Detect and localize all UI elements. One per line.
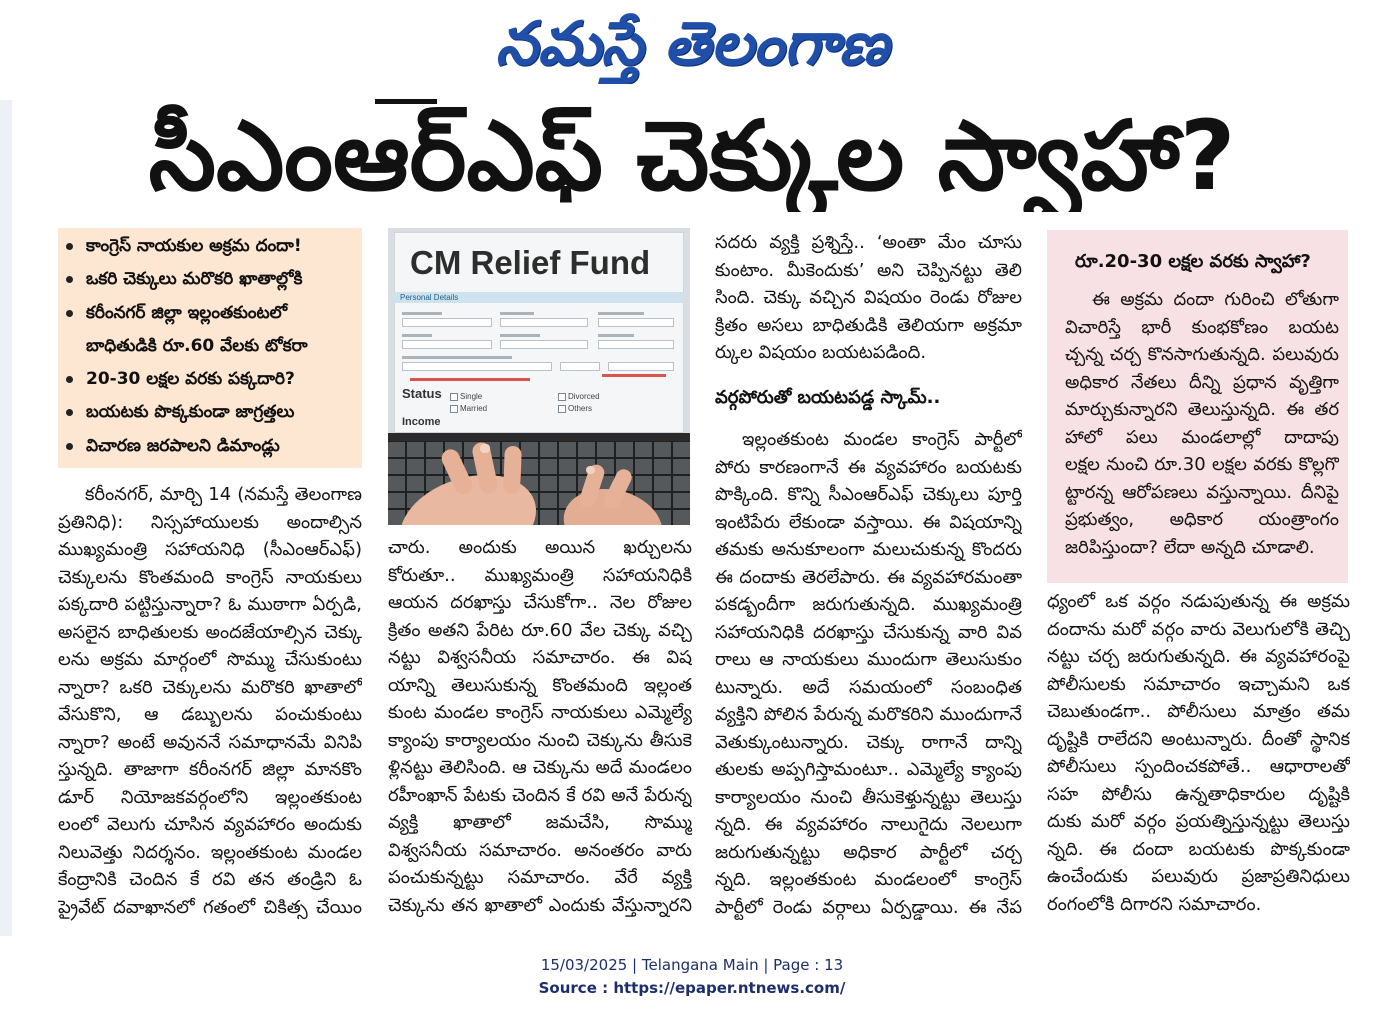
- text-line: ళ్లినట్టు తెలిసింది. ఆ చెక్కును అదే మండలం: [388, 757, 692, 778]
- text-line: పంచుకున్నట్టు సమాచారం. వేరే వ్యక్తి: [388, 867, 692, 888]
- text-line: ప్రైవేట్ దవాఖానలో గతంలో చికిత్స చేయిం: [58, 896, 362, 918]
- text-line: ఆయన దరఖాస్తు చేసుకోగా.. నెల రోజుల: [388, 592, 692, 613]
- article-column-1: [58, 481, 362, 921]
- laptop-bezel: [388, 433, 690, 441]
- article-headline: సీఎంఆర్‌ఎఫ్ చెక్కుల స్వాహా?: [148, 100, 1236, 212]
- bullet-icon: [66, 443, 73, 450]
- highlight-text: విచారణ జరపాలని డిమాండ్లు: [86, 435, 280, 456]
- text-line: మార్చుకున్నారని తెలుస్తున్నది. ఈ తర: [1065, 399, 1339, 420]
- highlight-text: కాంగ్రెస్ నాయకుల అక్రమ దందా!: [86, 236, 302, 256]
- article-column-3-bottom: [715, 426, 1022, 921]
- text-line: ప్రభుత్వం, అధికార యంత్రాంగం: [1065, 509, 1339, 530]
- text-line: పకడ్బందీగా జరుగుతున్నది. ముఖ్యమంత్రి: [715, 594, 1022, 615]
- text-line: కుంటాం. మీకెందుకు’ అని చెప్పినట్టు తెలి: [715, 259, 1022, 281]
- text-line: పోరు కారణంగానే ఈ వ్యవహారం బయటకు: [715, 456, 1022, 478]
- text-line: సహాయనిధికి దరఖాస్తు చేసుకున్న వారి వివ: [715, 621, 1022, 643]
- fingernail: [586, 466, 595, 474]
- text-line: పోలీసులు స్పందించకపోతే.. ఆధారాలతో: [1047, 756, 1350, 777]
- text-line: వెతుక్కుంటున్నారు. చెక్కు రాగానే దాన్ని: [715, 731, 1022, 753]
- text-line: తులకు అప్పగిస్తామంటూ.. ఎమ్మెల్యే క్యాంపు: [715, 759, 1022, 780]
- text-line: లంలో వెలుగు చూసిన వ్యవహారం అందుకు: [58, 814, 362, 835]
- text-line: ర్కుల విషయం బయటపడింది.: [715, 342, 927, 363]
- text-line: ధ్యంలో ఒక వర్గం నడుపుతున్న ఈ అక్రమ: [1047, 591, 1350, 612]
- text-line: దృష్టికి రాలేదని అంటున్నారు. దీంతో స్థానిక: [1047, 728, 1350, 750]
- form-field: [598, 318, 674, 327]
- checkbox-icon: [450, 393, 458, 401]
- bullet-icon: [66, 376, 73, 383]
- form-warning-note: [602, 374, 666, 377]
- text-line: క్రితం అతని పేరిట రూ.60 వేల చెక్కు వచ్చి: [388, 619, 692, 641]
- bullet-icon: [66, 276, 73, 283]
- sidebar-box: [1047, 230, 1348, 583]
- form-field: [500, 318, 588, 327]
- text-line: న్నది. ఈ దందా బయటకు పొక్కకుండా: [1047, 838, 1350, 860]
- checkbox-icon: [558, 405, 566, 413]
- highlight-item: [58, 396, 362, 429]
- text-line: క్రితం అసలు బాధితుడికి తెలియగా అక్రమా: [715, 314, 1022, 336]
- form-field-label: [598, 334, 634, 337]
- text-line: రహీంఖాన్ పేటకు చెందిన కే రవి అనే పేరున్న: [388, 784, 692, 806]
- text-line: సదరు వ్యక్తి ప్రశ్నిస్తే.. ‘అంతా మేం చూసు: [715, 232, 1022, 253]
- text-line: ముఖ్యమంత్రి సహాయనిధి (సీఎంఆర్ఎఫ్): [58, 539, 362, 560]
- form-field: [608, 362, 674, 371]
- text-line: పార్టీలో రెండు వర్గాలు ఏర్పడ్డాయి. ఈ నేప: [715, 896, 1022, 918]
- text-line: సింది. చెక్కు వచ్చిన విషయం రెండు రోజుల: [715, 287, 1022, 308]
- form-option: Divorced: [568, 392, 600, 401]
- text-line: విచారిస్తే భారీ కుంభకోణం బయట: [1065, 316, 1339, 338]
- text-line: తమకు అనుకూలంగా మలుచుకున్న కొందరు: [715, 539, 1022, 560]
- text-line: లను అక్రమ మార్గంలో సొమ్ము చేసుకుంటు: [58, 649, 362, 670]
- form-field-label: [500, 334, 540, 337]
- form-option: Married: [460, 404, 488, 413]
- edition-info: 15/03/2025 | Telangana Main | Page : 13: [540, 956, 844, 974]
- form-field: [402, 318, 492, 327]
- sidebar-text: [1065, 286, 1339, 561]
- text-line: ఇంటిపేరు లేకుండా వస్తాయి. ఈ విషయాన్ని: [715, 511, 1022, 533]
- finger: [503, 446, 522, 495]
- text-line: స్తున్నది. తాజాగా కరీంనగర్ జిల్లా మానకొం: [58, 759, 362, 780]
- text-line: సహ పోలీసు ఉన్నతాధికారుల దృష్టికి: [1047, 783, 1350, 805]
- highlight-text: 20-30 లక్షల వరకు పక్కదారి?: [86, 369, 295, 390]
- text-line: ట్టారన్న ఆరోపణలు వస్తున్నాయి. దీనిపై: [1065, 481, 1339, 503]
- form-field: [598, 340, 674, 349]
- text-line: టున్నారు. అదే సమయంలో సంబంధిత: [715, 676, 1022, 698]
- text-line: వ్యక్తి ఖాతాలో జమచేసి, సొమ్ము: [388, 812, 692, 833]
- text-line: హాలో పలు మండలాల్లో దాదాపు: [1065, 426, 1339, 448]
- text-line: వేసుకొని, ఆ డబ్బులను పంచుకుంటు: [58, 704, 362, 725]
- text-line: డూర్ నియోజకవర్గంలోని ఇల్లంతకుంట: [58, 786, 362, 808]
- text-line: రంగంలోకి దిగారని సమాచారం.: [1047, 893, 1262, 915]
- form-field-label: [402, 334, 432, 337]
- text-line: ఉంచేందుకు పలువురు ప్రజాప్రతినిధులు: [1047, 866, 1350, 887]
- text-line: వ్యక్తిని పోలిన పేరున్న మరొకరిని ముందుగానే: [715, 704, 1022, 725]
- form-title: CM Relief Fund: [410, 244, 651, 281]
- bullet-icon: [66, 243, 73, 250]
- text-line: అసలైన బాధితులకు అందజేయాల్సిన చెక్కు: [58, 621, 362, 643]
- text-line: న్నది. ఈ వ్యవహారం నాలుగైదు నెలలుగా: [715, 814, 1022, 835]
- article-column-3-top: [715, 229, 1022, 367]
- form-field-label: [402, 356, 512, 359]
- text-line: న్నది. ఇల్లంతకుంట మండలంలో కాంగ్రెస్: [715, 869, 1022, 890]
- text-line: దుకు మరో వర్గం ప్రయత్నిస్తున్నట్టు తెలుస్తు: [1047, 811, 1350, 832]
- text-line: న్నారా? అంటే అవుననే సమాధానమే వినిపి: [58, 731, 362, 753]
- text-line: పక్కదారి పట్టిస్తున్నారా? ఓ ముఠాగా ఏర్పడి,: [58, 594, 362, 615]
- text-line: చారు. అందుకు అయిన ఖర్చులను: [388, 537, 692, 558]
- checkbox-icon: [450, 405, 458, 413]
- form-field-label: [402, 312, 442, 315]
- text-line: ఈ దందాకు తెరలేపారు. ఈ వ్యవహారమంతా: [715, 566, 1022, 588]
- form-option: Single: [460, 392, 483, 401]
- text-line: చెబుతుండగా.. పోలీసులు మాత్రం తమ: [1047, 701, 1350, 722]
- fingernail: [480, 444, 490, 453]
- text-line: కుంట మండల కాంగ్రెస్ నాయకులు ఎమ్మెల్యే: [388, 702, 692, 723]
- highlight-item: [58, 230, 362, 263]
- text-line: పోలీసులకు సమాచారం ఇచ్చామని ఒక: [1047, 673, 1350, 695]
- text-line: దందాను మరో వర్గం వారు వెలుగులోకి తెచ్చి: [1047, 618, 1350, 640]
- article-subheading: వర్గపోరుతో బయటపడ్డ స్కామ్..: [715, 387, 941, 408]
- text-line: నిలువెత్తు నిదర్శనం. ఇల్లంతకుంట మండల: [58, 841, 362, 863]
- form-field: [402, 340, 492, 349]
- form-field: [560, 362, 600, 371]
- highlight-text: బాధితుడికి రూ.60 వేలకు టోకరా: [86, 335, 308, 356]
- text-line: ప్రతినిధి): నిస్సహాయులకు అందాల్సిన: [58, 511, 362, 533]
- text-line: జరిపిస్తుందా? లేదా అన్నది చూడాలి.: [1065, 536, 1315, 558]
- form-status-label: Status: [402, 386, 442, 401]
- newspaper-masthead: నమస్తే తెలంగాణ: [495, 9, 889, 79]
- text-line: చెక్కులను కొంతమంది కాంగ్రెస్ నాయకులు: [58, 566, 362, 588]
- text-line: క్యాంపు కార్యాలయం నుంచి చెక్కును తీసుకె: [388, 729, 692, 751]
- text-line: ఇల్లంతకుంట మండల కాంగ్రెస్ పార్టీలో: [742, 429, 1022, 450]
- text-line: కరీంనగర్, మార్చి 14 (నమస్తే తెలంగాణ: [85, 484, 362, 505]
- highlights-box: [58, 228, 362, 468]
- text-line: లక్షల నుంచి రూ.30 లక్షల వరకు కొల్లగొ: [1065, 454, 1339, 475]
- highlight-item: [58, 430, 362, 463]
- text-line: కోరుతూ.. ముఖ్యమంత్రి సహాయనిధికి: [388, 564, 692, 586]
- highlight-text: ఒకరి చెక్కులు మరొకరి ఖాతాల్లోకి: [86, 269, 303, 290]
- cm-relief-fund-photo: [388, 228, 690, 525]
- highlight-item: [58, 263, 362, 296]
- text-line: ఈ అక్రమ దందా గురించి లోతుగా: [1092, 289, 1339, 310]
- text-line: నట్టు చర్చ జరుగుతున్నది. ఈ వ్యవహారంపై: [1047, 646, 1350, 667]
- text-line: విశ్వసనీయ సమాచారం. అనంతరం వారు: [388, 839, 692, 861]
- highlight-text: బయటకు పొక్కకుండా జాగ్రత్తలు: [86, 402, 295, 423]
- text-line: జరుగుతున్నట్టు అధికార పార్టీలో చర్చ: [715, 841, 1022, 863]
- text-line: అధికార నేతలు దీన్ని ప్రధాన వృత్తిగా: [1065, 371, 1339, 393]
- form-option: Others: [568, 404, 593, 413]
- text-line: చెక్కును తన ఖాతాలో ఎందుకు వేస్తున్నారని: [388, 894, 692, 916]
- text-line: చ్చన్న చర్చ కొనసాగుతున్నది. పలువురు: [1065, 344, 1339, 365]
- form-field-label: [500, 312, 534, 315]
- text-line: పొక్కింది. కొన్ని సీఎంఆర్ఎఫ్ చెక్కులు పూర్తి: [715, 484, 1022, 505]
- bullet-icon: [66, 409, 73, 416]
- text-line: రాలు ఆ నాయకులు ముందుగా తెలుసుకుం: [715, 649, 1022, 670]
- page-edge-strip: [0, 100, 12, 936]
- text-line: కేంద్రానికి చెందిన కే రవి తన తండ్రిని ఓ: [58, 869, 362, 890]
- form-income-label: Income: [402, 416, 441, 428]
- highlight-item: [58, 363, 362, 396]
- text-line: న్నారా? ఒకరి చెక్కులను మరొకరి ఖాతాలో: [58, 676, 362, 698]
- highlight-text: కరీంనగర్ జిల్లా ఇల్లంతకుంటలో: [86, 302, 288, 323]
- bullet-icon: [66, 310, 73, 317]
- checkbox-icon: [558, 393, 566, 401]
- form-field: [500, 340, 588, 349]
- text-line: నట్టు విశ్వసనీయ సమాచారం. ఈ విష: [388, 647, 692, 668]
- highlight-item: [58, 297, 362, 364]
- article-column-4: [1047, 588, 1350, 918]
- text-line: యాన్ని తెలుసుకున్న కొంతమంది ఇల్లంత: [388, 674, 692, 696]
- source-link[interactable]: Source : https://epaper.ntnews.com/: [538, 979, 846, 997]
- article-column-2: [388, 534, 692, 919]
- form-field-label: [598, 312, 644, 315]
- form-field: [402, 362, 552, 371]
- text-line: కార్యాలయం నుంచి తీసుకెళ్తున్నట్టు తెలుస్తు: [715, 786, 1022, 808]
- form-section-label: Personal Details: [400, 293, 459, 302]
- sidebar-heading: రూ.20-30 లక్షల వరకు స్వాహా?: [1075, 251, 1311, 272]
- form-warning-note: [410, 378, 530, 381]
